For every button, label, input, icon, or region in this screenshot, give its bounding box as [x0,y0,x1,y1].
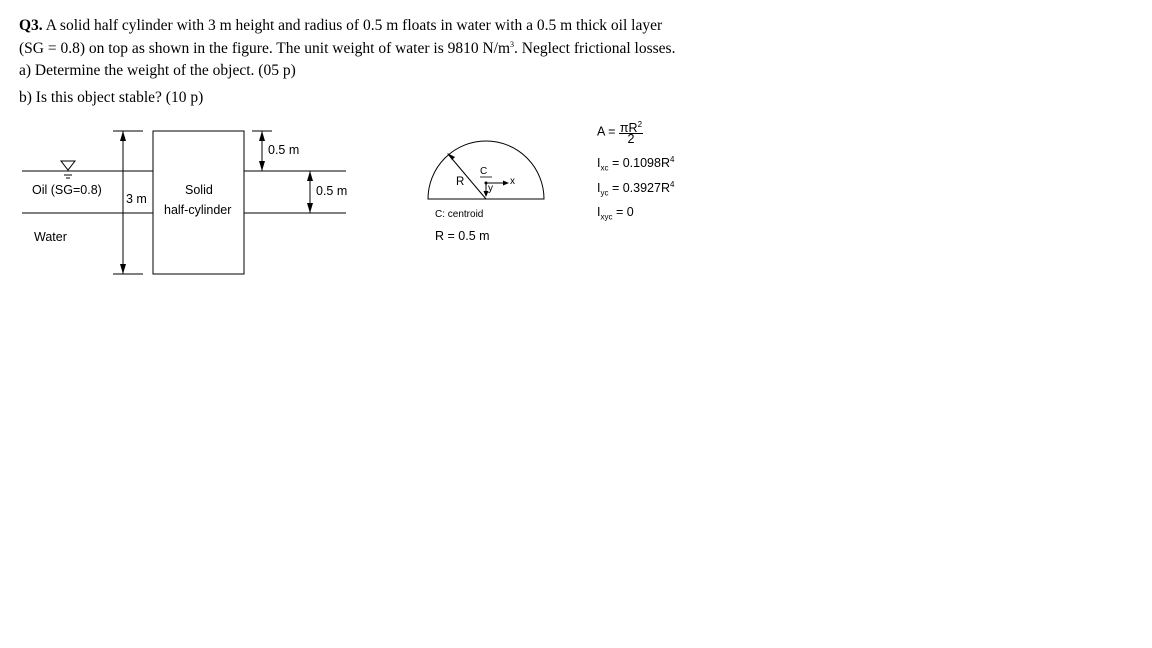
ixc-formula: $I_{xc} = 0.1098R^4$ [597,155,675,173]
oil-dim-arrow-top [307,171,313,181]
oil-label: Oil (SG=0.8) [32,183,102,197]
question-line-2b: . Neglect frictional losses. [514,40,676,58]
part-a: a) Determine the weight of the object. (05 p) [19,62,296,79]
question-line-1: A solid half cylinder with 3 m height and radius of 0.5 m floats in water with a 0.5 m thick oil layer [42,17,663,34]
radius-symbol: R [456,176,465,188]
x-axis-arrow [503,181,509,186]
top-dim-arrow-top [259,131,265,141]
x-axis-label: x [510,176,515,187]
iyc-formula: $I_{yc} = 0.3927R^4$ [597,180,675,198]
question-unit-exponent: 3 [510,40,515,49]
top-dimension-label: 0.5 m [268,143,300,157]
question-line-2a: (SG = 0.8) on top as shown in the figure. The unit weight of water is 9810 N/m [19,40,511,58]
centroid-symbol: C [480,166,488,177]
area-denominator: 2 [627,132,635,147]
ixyc-formula: $I_{xyc} = 0$ [597,205,634,222]
body-label-1: Solid [185,183,213,197]
oil-dim-arrow-bottom [307,203,313,213]
centroid-note: C: centroid [435,209,484,220]
water-label: Water [34,230,67,244]
height-arrow-top [120,131,126,141]
water-level-symbol [61,161,75,170]
height-arrow-bottom [120,264,126,274]
y-axis-label: y [488,183,493,194]
oil-dimension-label: 0.5 m [316,184,348,198]
top-dim-arrow-bottom [259,161,265,171]
height-label: 3 m [126,192,147,206]
area-formula: A = $\frac{\pi R^2}{2}$ [597,120,643,147]
radius-arrow [447,153,455,160]
part-b: b) Is this object stable? (10 p) [19,89,204,106]
area-numerator: πR [619,121,638,136]
radius-value: R = 0.5 m [435,229,490,243]
question-number: Q3. [19,17,43,34]
body-label-2: half-cylinder [164,203,232,217]
